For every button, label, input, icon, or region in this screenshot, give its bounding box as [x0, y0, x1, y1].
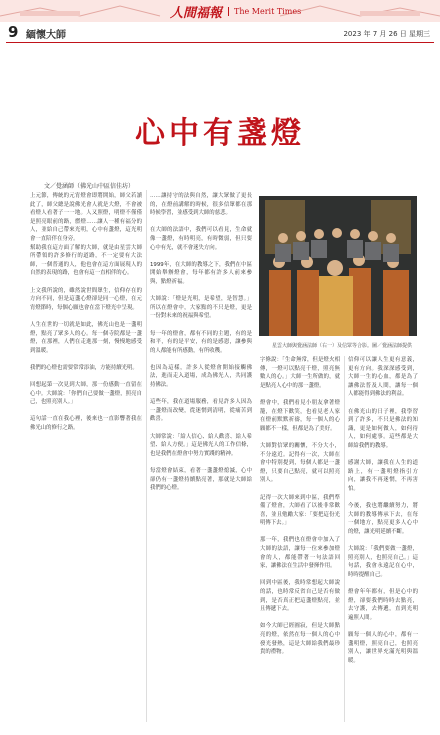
article-column-3: 字條說：「生命無常，但是燈火相傳，一燈可以點亮千燈，照亮無數人的心。」大師一生所做的，就是點亮人心中的那一盞燈。 燈會中，我們看見小朋友拿著燈籠，在燈下歡笑，也看見老人家在燈前默默祈禱，每一個人的心願都不一樣，但都是為了美好。 大師對信眾的關懷，不分大小，不分遠近。記得有一次，大師在會中特別提到，每個人都是一盞燈，只要自己點亮，就可以照亮別人。 記得一次大師來到中區，我們準備了燈會，大師看了以後非常歡喜，並且勉勵大家：「要把這份光明傳下去。」 那一年，我們也在燈會中加入了大師的法語，讓每一位來參加燈會的人，都能帶著一句法語回家，讓佛法在生活中發揮作用。 回到中區後，我時常想起大師說的話，也時常反省自己是否有做到，是否真正把這盞燈點亮，並且傳遞下去。 如今大師已經圓寂，但是大師點亮的燈，依然在每一個人的心中發光發熱，這是大師給我們最珍貴的禮物。 — [260, 357, 340, 656]
section-title: 緬懷大師 — [26, 30, 66, 41]
page-number: 9 — [8, 23, 19, 41]
column-divider — [344, 356, 345, 722]
column-divider — [146, 190, 147, 722]
article-column-4: 信仰可以讓人生更有意義，更有方向。我深深感受到，大師一生的心血，都是為了讓佛法普及人間，讓每一個人都能得到佛法的利益。 在佛光山的日子裡，我學習到了許多，不只是佛法的知識，更是如何做人，如何待人，如何處事。這些都是大師給我們的教導。 感謝大師，讓我在人生的道路上，有一盞明燈指引方向，讓我不再迷惘，不再害怕。 今後，我也將繼續努力，將大師的教導傳承下去，在每一個地方，點亮更多人心中的燈，讓光明延續不斷。 大師說：「我們要做一盞燈，照亮別人，也照亮自己。」這句話，我會永遠記在心中，時時提醒自己。 燈會年年都有，但是心中的燈，卻要我們時時去點亮，去守護，去傳遞，直到光明遍照人間。 願每一個人的心中，都有一盞明燈，照亮自己，也照亮別人，讓世界充滿光明與溫暖。 — [348, 357, 418, 664]
issue-date: 2023 年 7 月 26 日 星期三 — [343, 30, 430, 38]
byline: 文／覺涵師（佛光山中區信佳坊） — [44, 183, 135, 190]
header-rule — [6, 42, 434, 43]
masthead-banner — [0, 0, 440, 22]
group-photo — [259, 196, 417, 336]
photo-caption: 星雲大師與覺涵法師（右一）及信眾等合影。圖／覺涵法師提供 — [271, 343, 412, 349]
article-column-2: ……讓持守的法與自然，讓大眾做了更長的，在燈前講解的時候，很多信眾都在那時候學習，並感受到大師的慈悲。 在大師的法語中，我們可以看見，生命就像一盞燈，有時明亮，有時微弱，但只要心中有光，就不會迷失方向。 1999年，在大師的教導之下，我們在中區開始舉辦燈會，每年都有許多人前來參與，點燈祈福。 大師說：「燈是光明，是希望，是智慧。」所以在燈會中，大家點的不只是燈，更是一份對未來的祝福與希望。 每一年的燈會，都有不同的主題，有的是和平，有的是平安，有的是感恩，讓參與的人都能有所感動，有所收穫。 也因為這樣，許多人從燈會開始接觸佛法，進而走入道場，成為佛光人，共同護持佛法。 這些年，我在道場服務，看見許多人因為一盞燈而改變，從迷惘到清明，從痛苦到歡喜。 大師常說：「給人信心、給人歡喜、給人希望、給人方便。」這是佛光人的工作信條，也是我們在燈會中努力實踐的精神。 每當燈會結束，看著一盞盞燈熄滅，心中卻仍有一盞燈持續點亮著，那就是大師給我們的心燈。 — [150, 193, 252, 492]
article-title: 心中有盞燈 — [135, 116, 305, 151]
logo-english: The Merit Times — [228, 7, 301, 16]
logo-chinese: 人間福報 — [170, 5, 223, 21]
group-photo-illustration — [259, 196, 417, 336]
article-column-1: 上元節，傳統的元宵燈會即將開始，師父若讀此了，師父總是說佛光會人就是大燈，不會被看燈人看著子一一地。人又照燈，明燈不僅僅是照亮眼前的路，燃燈……讓人一種有福分的人，並給自己帶來光明，心中有盞燈，這光明會一直陪伴在身旁。 幫助我在這方面了解的大師，就是由星雲大師所帶領的許多修行的道路，不一定要有大法師，一個普通的人，他也會在這方面展現人的自然的表現的路，也會有這一直相伴的心。 上文我所說的，雖然說世間眾生，信仰存在的方向不同，但是這盞心燈卻是同一心燈，在元宵燈節時，每個心願也會在當下燈光中呈現。 人生在世的一切就是如此，佛光山也是一盞明燈，點亮了眾多人的心。每一個寺院都是一盞燈，在那裡，人們在走進那一刻，慢慢地感受到溫暖。 我們的心燈也需要常常添油，方能持續光明。 回想起第一次見到大師，那一份感動一直留在心中。大師說：「你們自己要做一盞燈，照亮自己，也照亮別人。」 這句話一直在我心裡，後來也一直影響著我在佛光山的修行之路。 — [30, 193, 142, 432]
logo — [170, 2, 301, 20]
